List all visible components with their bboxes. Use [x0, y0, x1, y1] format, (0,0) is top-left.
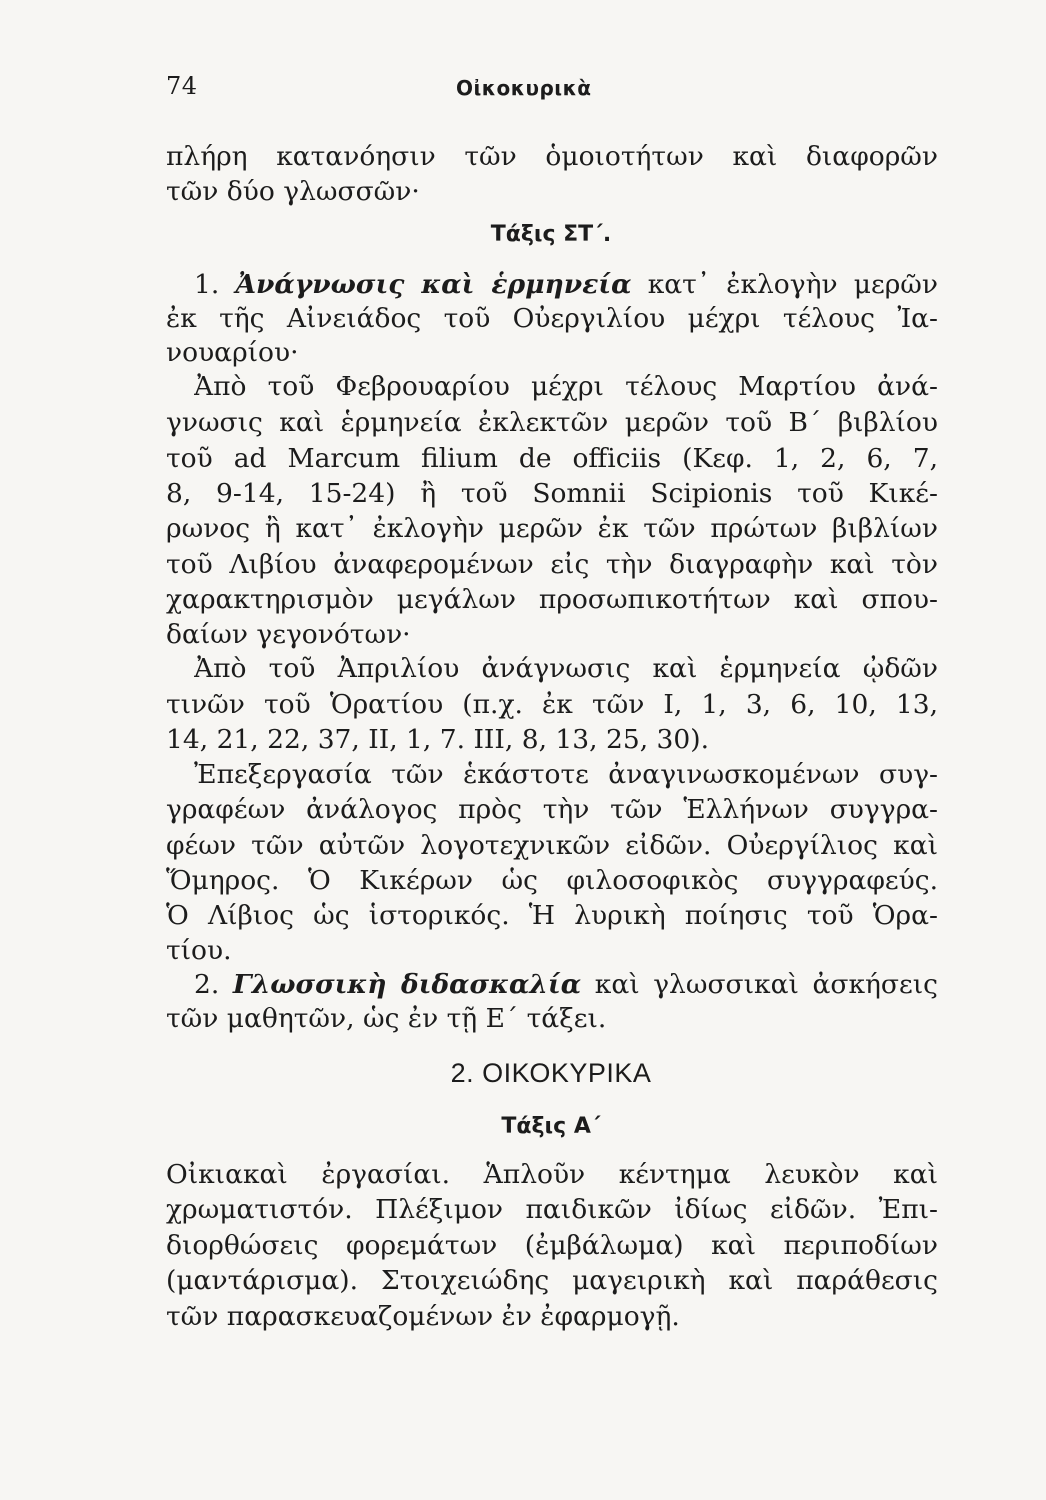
page-header: [166, 72, 936, 108]
text-line: Ὁ Λίβιος ὡς ἱστορικός. Ἡ λυρικὴ ποίησις τοῦ Ὁρα-: [166, 900, 938, 931]
text-line: 8, 9-14, 15-24) ἢ τοῦ Somnii Scipionis τοῦ Κικέ-: [166, 478, 938, 509]
paragraph-2-heading: [194, 968, 938, 1002]
text-line: τινῶν τοῦ Ὁρατίου (π.χ. ἐκ τῶν I, 1, 3, 6, 10, 13,: [166, 689, 938, 720]
item-number: 2.: [194, 969, 233, 1000]
text-line: τῶν δύο γλωσσῶν·: [166, 176, 420, 207]
text-line: τίου.: [166, 935, 232, 966]
class-heading-st: Τάξις ΣΤ΄.: [490, 222, 612, 247]
text-line: Ἐπεξεργασία τῶν ἑκάστοτε ἀναγινωσκομένων συγ-: [194, 759, 938, 790]
text-line: τῶν παρασκευαζομένων ἐν ἐφαρμογῇ.: [166, 1301, 680, 1332]
text-line: νουαρίου·: [166, 337, 299, 368]
text-line: διορθώσεις φορεμάτων (ἐμβάλωμα) καὶ περιποδίων: [166, 1230, 938, 1261]
text-line: Οἰκιακαὶ ἐργασίαι. Ἁπλοῦν κέντημα λευκὸν καὶ: [166, 1159, 938, 1190]
text-line: ρωνος ἢ κατ᾽ ἐκλογὴν μερῶν ἐκ τῶν πρώτων βιβλίων: [166, 513, 938, 544]
item-title: Ἀνάγνωσις καὶ ἑρμηνεία: [235, 269, 632, 300]
text-line: 14, 21, 22, 37, II, 1, 7. III, 8, 13, 25, 30).: [166, 724, 710, 755]
running-title: Οἰκοκυρικὰ: [456, 76, 592, 100]
text-line: (μαντάρισμα). Στοιχειώδης μαγειρικὴ καὶ παράθεσις: [166, 1265, 938, 1296]
class-heading-a: Τάξις Α΄: [501, 1114, 601, 1139]
item-text: κατ᾽ ἐκλογὴν μερῶν: [631, 269, 938, 300]
paragraph-1-heading: [194, 268, 938, 302]
text-line: δαίων γεγονότων·: [166, 619, 411, 650]
text-line: πλήρη κατανόησιν τῶν ὁμοιοτήτων καὶ διαφορῶν: [166, 141, 938, 172]
text-line: Ἀπὸ τοῦ Ἀπριλίου ἀνάγνωσις καὶ ἑρμηνεία ᾠδῶν: [194, 653, 938, 684]
text-line: χρωματιστόν. Πλέξιμον παιδικῶν ἰδίως εἰδῶν. Ἐπι-: [166, 1194, 938, 1225]
item-title: Γλωσσικὴ διδασκαλία: [232, 969, 582, 1000]
text-line: χαρακτηρισμὸν μεγάλων προσωπικοτήτων καὶ σπου-: [166, 584, 938, 615]
section-title: 2. ΟΙΚΟΚΥΡΙΚΑ: [450, 1058, 652, 1088]
text-line: Ὅμηρος. Ὁ Κικέρων ὡς φιλοσοφικὸς συγγραφεύς.: [166, 865, 938, 896]
text-line: ἐκ τῆς Αἰνειάδος τοῦ Οὐεργιλίου μέχρι τέλους Ἰα-: [166, 303, 938, 334]
text-line: Ἀπὸ τοῦ Φεβρουαρίου μέχρι τέλους Μαρτίου ἀνά-: [194, 371, 938, 402]
text-line: γνωσις καὶ ἑρμηνεία ἐκλεκτῶν μερῶν τοῦ Β΄ βιβλίου: [166, 407, 938, 438]
text-line: τοῦ ad Marcum filium de officiis (Κεφ. 1, 2, 6, 7,: [166, 443, 938, 474]
item-number: 1.: [194, 269, 236, 300]
text-line: τοῦ Λιβίου ἀναφερομένων εἰς τὴν διαγραφὴν καὶ τὸν: [166, 549, 938, 580]
page-number: 74: [166, 72, 198, 100]
text-line: γραφέων ἀνάλογος πρὸς τὴν τῶν Ἑλλήνων συγγρα-: [166, 794, 938, 825]
item-text: καὶ γλωσσικαὶ ἀσκήσεις: [581, 969, 938, 1000]
text-line: τῶν μαθητῶν, ὡς ἐν τῇ Ε΄ τάξει.: [166, 1003, 607, 1034]
text-line: φέων τῶν αὐτῶν λογοτεχνικῶν εἰδῶν. Οὐεργίλιος καὶ: [166, 830, 938, 861]
